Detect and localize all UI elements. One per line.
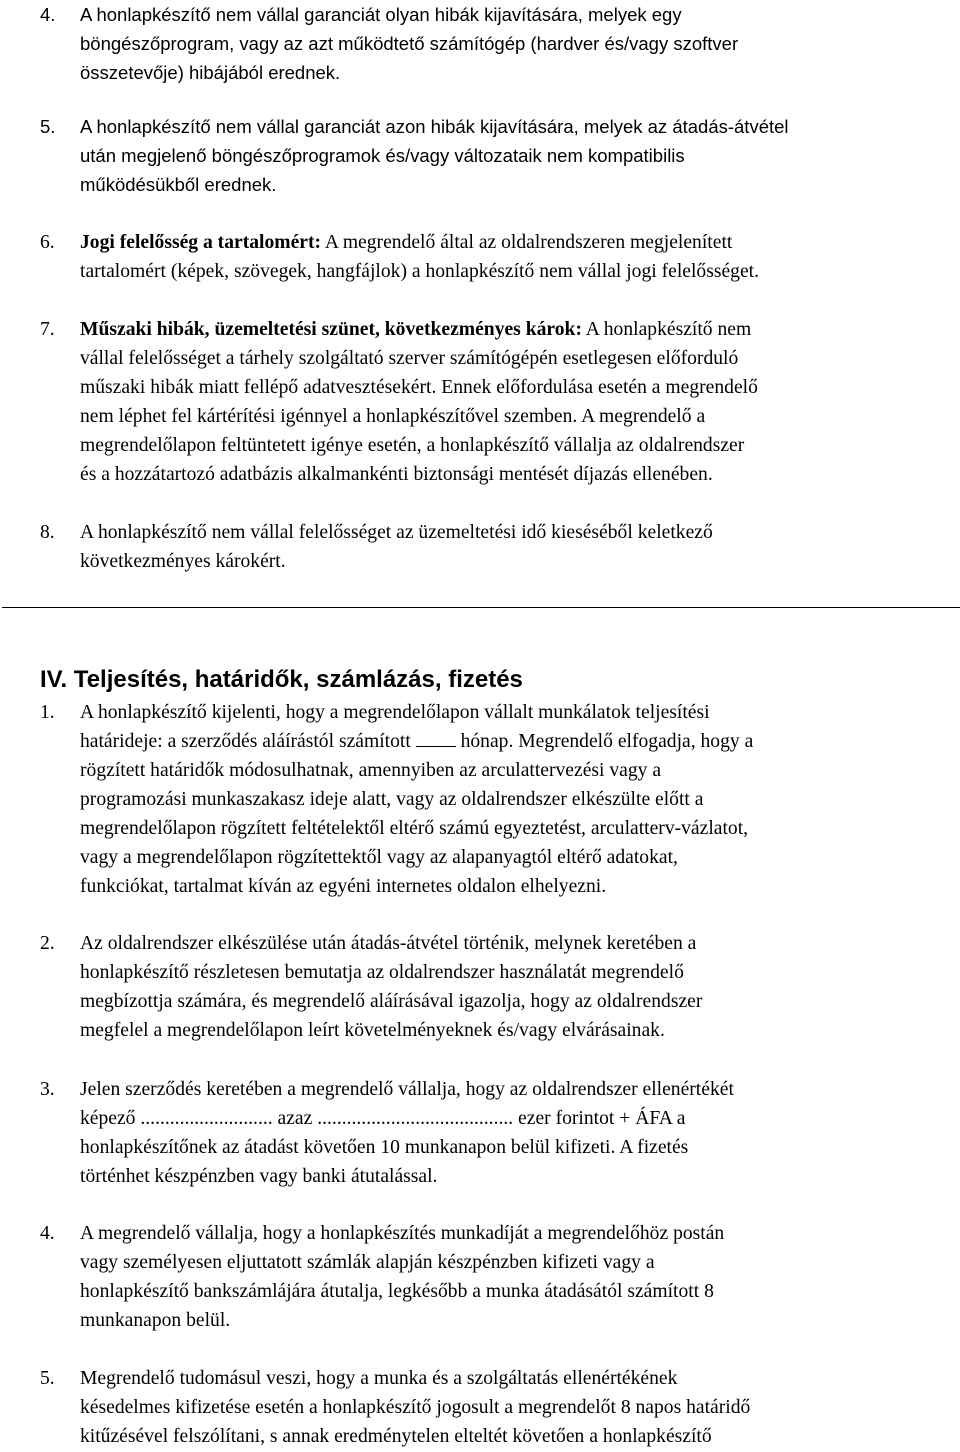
item-number: 3. xyxy=(40,1079,55,1100)
text-line: nem léphet fel kártérítési igénnyel a honlapkészítővel szemben. A megrendelő a xyxy=(80,406,706,427)
item-text xyxy=(80,112,955,199)
text-line xyxy=(80,228,955,257)
item-number: 5. xyxy=(40,1368,55,1389)
text-line: A honlapkészítő kijelenti, hogy a megrendelőlapon vállalt munkálatok teljesítési xyxy=(80,702,710,723)
item-number: 6. xyxy=(40,232,55,253)
section-heading: IV. Teljesítés, határidők, számlázás, fizetés xyxy=(40,666,523,693)
text-line: funkciókat, tartalmat kíván az egyéni internetes oldalon elhelyezni. xyxy=(80,876,607,897)
text-line: honlapkészítő részletesen bemutatja az oldalrendszer használatát megrendelő xyxy=(80,962,684,983)
text-line: és a hozzátartozó adatbázis alkalmankénti biztonsági mentését díjazás ellenében. xyxy=(80,464,713,485)
item-number: 7. xyxy=(40,319,55,340)
lead-rest: A honlapkészítő nem xyxy=(581,319,752,340)
text-line: következményes károkért. xyxy=(80,551,286,572)
text-line: késedelmes kifizetése esetén a honlapkészítő jogosult a megrendelőt 8 napos határidő xyxy=(80,1397,751,1418)
item-number: 2. xyxy=(40,933,55,954)
bold-lead: Műszaki hibák, üzemeltetési szünet, következményes károk: xyxy=(80,319,582,340)
section-divider xyxy=(2,607,960,608)
lead-rest: A megrendelő által az oldalrendszeren megjelenített xyxy=(321,232,733,253)
text-line: vagy a megrendelőlapon rögzítettektől vagy az alapanyagtól eltérő adatokat, xyxy=(80,847,678,868)
item-number: 5. xyxy=(40,116,56,137)
item-text xyxy=(80,1075,955,1191)
text-line: rögzített határidők módosulhatnak, amennyiben az arculattervezési vagy a xyxy=(80,760,662,781)
item-number: 4. xyxy=(40,1223,55,1244)
item-text xyxy=(80,1219,955,1335)
text-line: megbízottja számára, és megrendelő aláírásával igazolja, hogy az oldalrendszer xyxy=(80,991,703,1012)
text-line: Az oldalrendszer elkészülése után átadás-átvétel történik, melynek keretében a xyxy=(80,933,697,954)
text-line: tartalomért (képek, szövegek, hangfájlok) a honlapkészítő nem vállal jogi felelősséget. xyxy=(80,261,760,282)
item-number: 8. xyxy=(40,522,55,543)
text-line: történhet készpénzben vagy banki átutalással. xyxy=(80,1166,438,1187)
item-number: 1. xyxy=(40,702,55,723)
text-line: megfelel a megrendelőlapon leírt követelményeknek és/vagy elvárásainak. xyxy=(80,1020,665,1041)
item-text xyxy=(80,228,955,286)
text-line: megrendelőlapon feltüntetett igénye esetén, a honlapkészítő vállalja az oldalrendszer xyxy=(80,435,745,456)
text-line: A megrendelő vállalja, hogy a honlapkészítés munkadíját a megrendelőhöz postán xyxy=(80,1223,725,1244)
text-line: vagy személyesen eljuttatott számlák alapján készpénzben kifizeti vagy a xyxy=(80,1252,655,1273)
text-line: honlapkészítőnek az átadást követően 10 munkanapon belül kifizeti. A fizetés xyxy=(80,1137,689,1158)
text-line: programozási munkaszakasz ideje alatt, vagy az oldalrendszer elkészülte előtt a xyxy=(80,789,704,810)
item-text xyxy=(80,315,955,489)
item-number: 4. xyxy=(40,4,56,25)
text-line xyxy=(80,315,955,344)
deadline-text-after: hónap. Megrendelő elfogadja, hogy a xyxy=(455,731,754,752)
item-text xyxy=(80,698,955,901)
text-line: Jelen szerződés keretében a megrendelő vállalja, hogy az oldalrendszer ellenértékét xyxy=(80,1079,734,1100)
text-line: honlapkészítő bankszámlájára átutalja, legkésőbb a munka átadásától számított 8 xyxy=(80,1281,714,1302)
text-line: A honlapkészítő nem vállal garanciát olyan hibák kijavítására, melyek egy xyxy=(80,4,682,25)
item-text xyxy=(80,929,955,1045)
text-line: vállal felelősséget a tárhely szolgáltató szerver számítógépén esetlegesen előforduló xyxy=(80,348,739,369)
text-line: összetevője) hibájából erednek. xyxy=(80,62,341,83)
text-line: működésükből erednek. xyxy=(80,174,277,195)
text-line xyxy=(80,727,955,756)
item-text xyxy=(80,0,955,87)
deadline-text-before: határideje: a szerződés aláírástól számított xyxy=(80,731,416,752)
text-line: böngészőprogram, vagy az azt működtető számítógép (hardver és/vagy szoftver xyxy=(80,33,739,54)
text-line: kitűzésével felszólítani, s annak eredménytelen elteltét követően a honlapkészítő xyxy=(80,1426,712,1447)
text-line: megrendelőlapon rögzített feltételektől eltérő számú egyeztetést, arculatterv-vázlatot, xyxy=(80,818,749,839)
text-line: A honlapkészítő nem vállal garanciát azon hibák kijavítására, melyek az átadás-átvétel xyxy=(80,116,789,137)
text-line: munkanapon belül. xyxy=(80,1310,231,1331)
text-line: után megjelenő böngészőprogramok és/vagy változataik nem kompatibilis xyxy=(80,145,685,166)
item-text xyxy=(80,1364,955,1451)
item-text xyxy=(80,518,955,576)
text-line: műszaki hibák miatt fellépő adatvesztésekért. Ennek előfordulása esetén a megrendelő xyxy=(80,377,758,398)
deadline-blank-field xyxy=(416,732,456,747)
text-line: Megrendelő tudomásul veszi, hogy a munka és a szolgáltatás ellenértékének xyxy=(80,1368,678,1389)
text-line: képező ........................... azaz ........................................ ezer forintot + ÁFA a xyxy=(80,1108,686,1129)
bold-lead: Jogi felelősség a tartalomért: xyxy=(80,232,322,253)
text-line: A honlapkészítő nem vállal felelősséget az üzemeltetési idő kieséséből keletkező xyxy=(80,522,713,543)
